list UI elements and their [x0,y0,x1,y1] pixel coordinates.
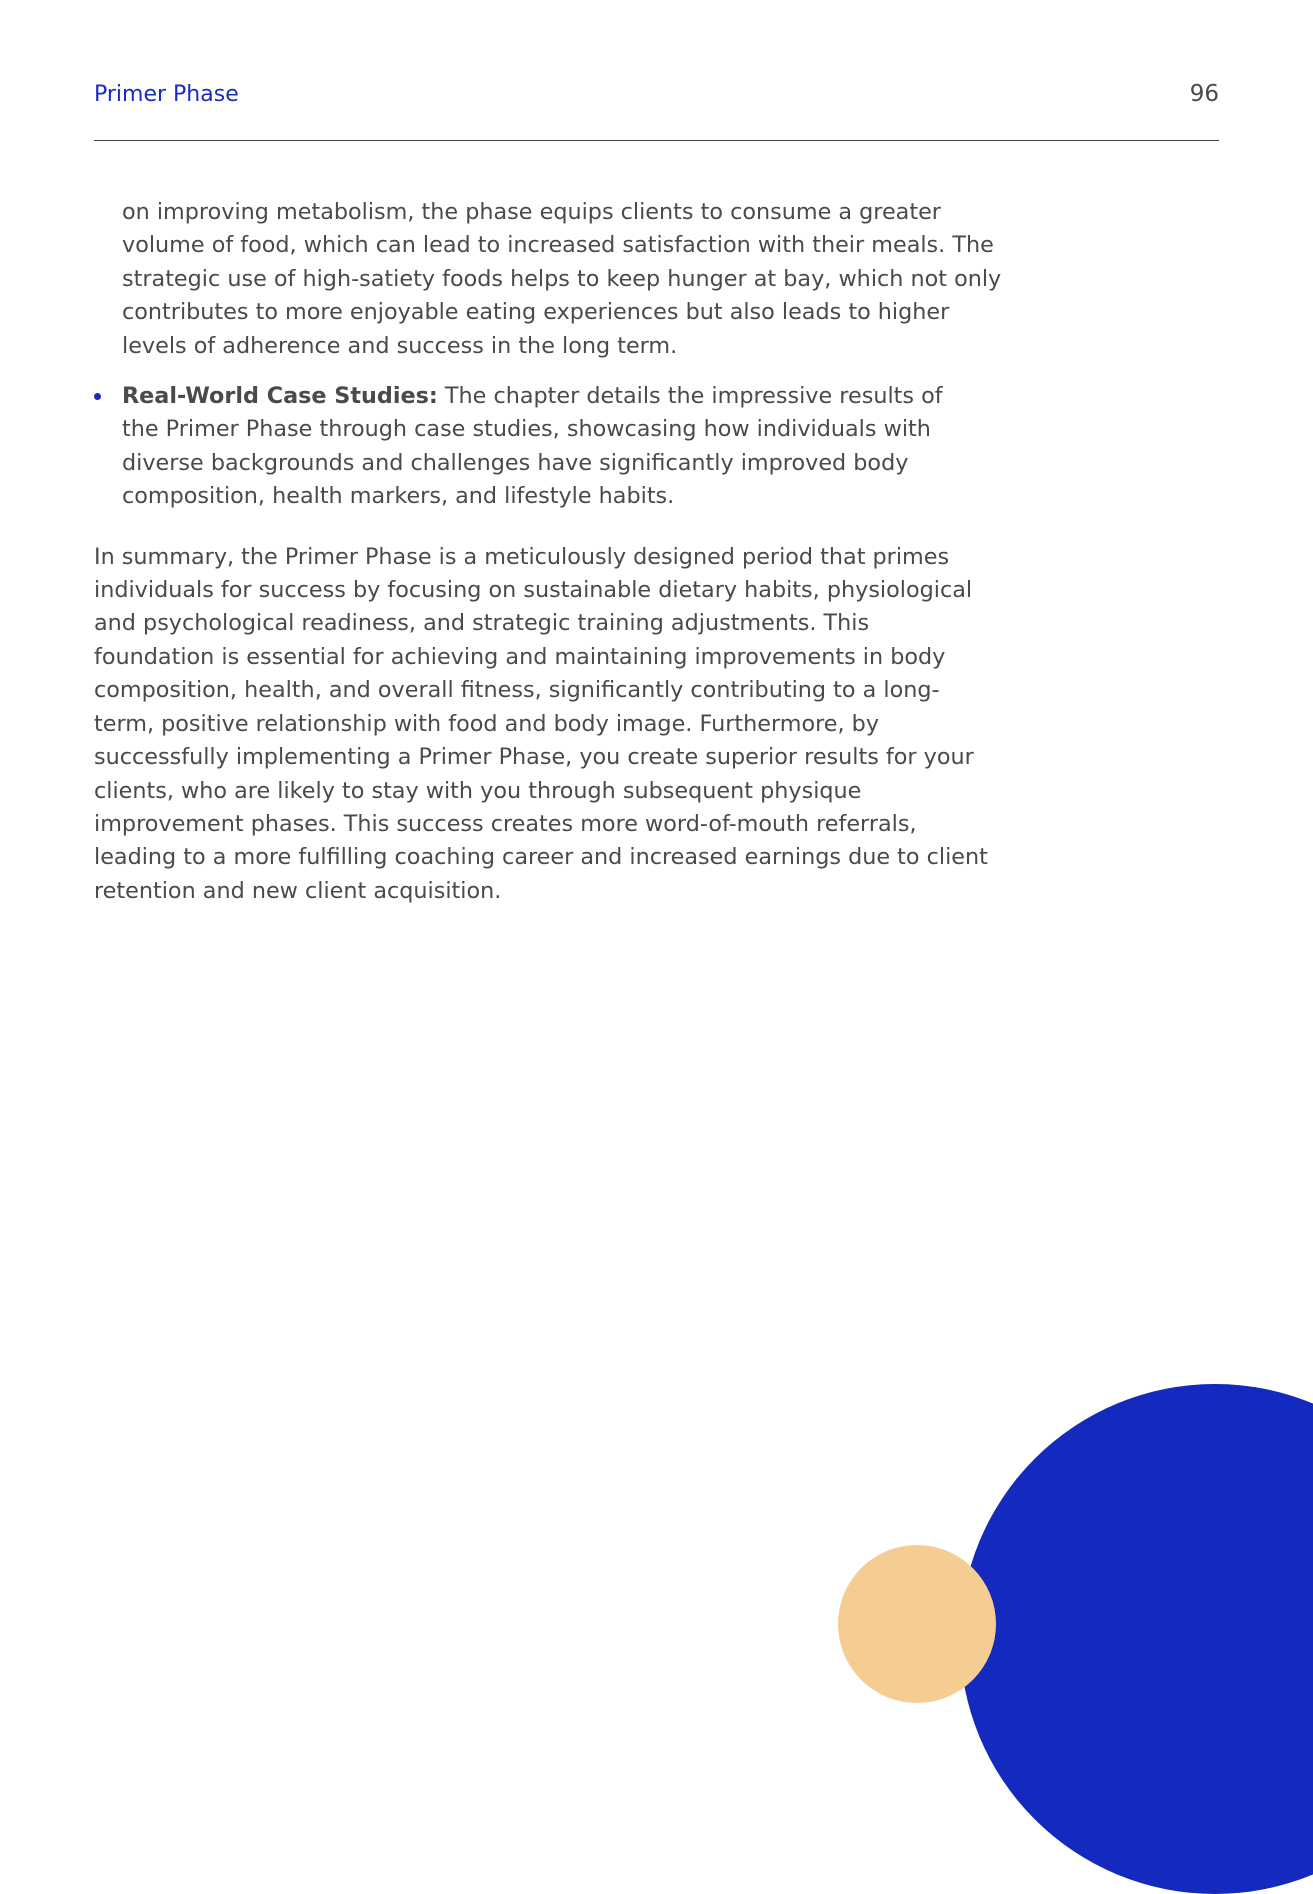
header-divider [94,140,1219,141]
bullet-case-studies [122,380,1006,514]
running-header-title: Primer Phase [94,82,239,107]
bullet-dot-icon [94,393,101,400]
page-number: 96 [1189,81,1219,107]
continued-bullet-paragraph: on improving metabolism, the phase equips clients to consume a greater volume of food, which can lead to increased satisfaction with their meals. The strategic use of high-satiety foods helps to keep hunger at bay, which not only contributes to more enjoyable eating experiences but also leads to higher levels of adherence and success in the long term. [122,199,1002,359]
page-body [94,196,1006,908]
bullet-label: Real-World Case Studies: [122,383,438,410]
summary-paragraph: In summary, the Primer Phase is a meticulously designed period that primes individuals for success by focusing on sustainable dietary habits, physiological and psychological readiness, and strategic training adjustments. This foundation is essential for achieving and maintaining improvements in body composition, health, and overall fitness, significantly contributing to a long-term, positive relationship with food and body image. Furthermore, by successfully implementing a Primer Phase, you create superior results for your clients, who are likely to stay with you through subsequent physique improvement phases. This success creates more word-of-mouth referrals, leading to a more fulfilling coaching career and increased earnings due to client retention and new client acquisition. [94,543,988,904]
bullet-text: The chapter details the impressive results of the Primer Phase through case studies, showcasing how individuals with diverse backgrounds and challenges have significantly improved body composition, health markers, and lifestyle habits. [122,383,943,510]
decorative-peach-circle [838,1545,996,1703]
decorative-blue-circle [960,1384,1313,1894]
